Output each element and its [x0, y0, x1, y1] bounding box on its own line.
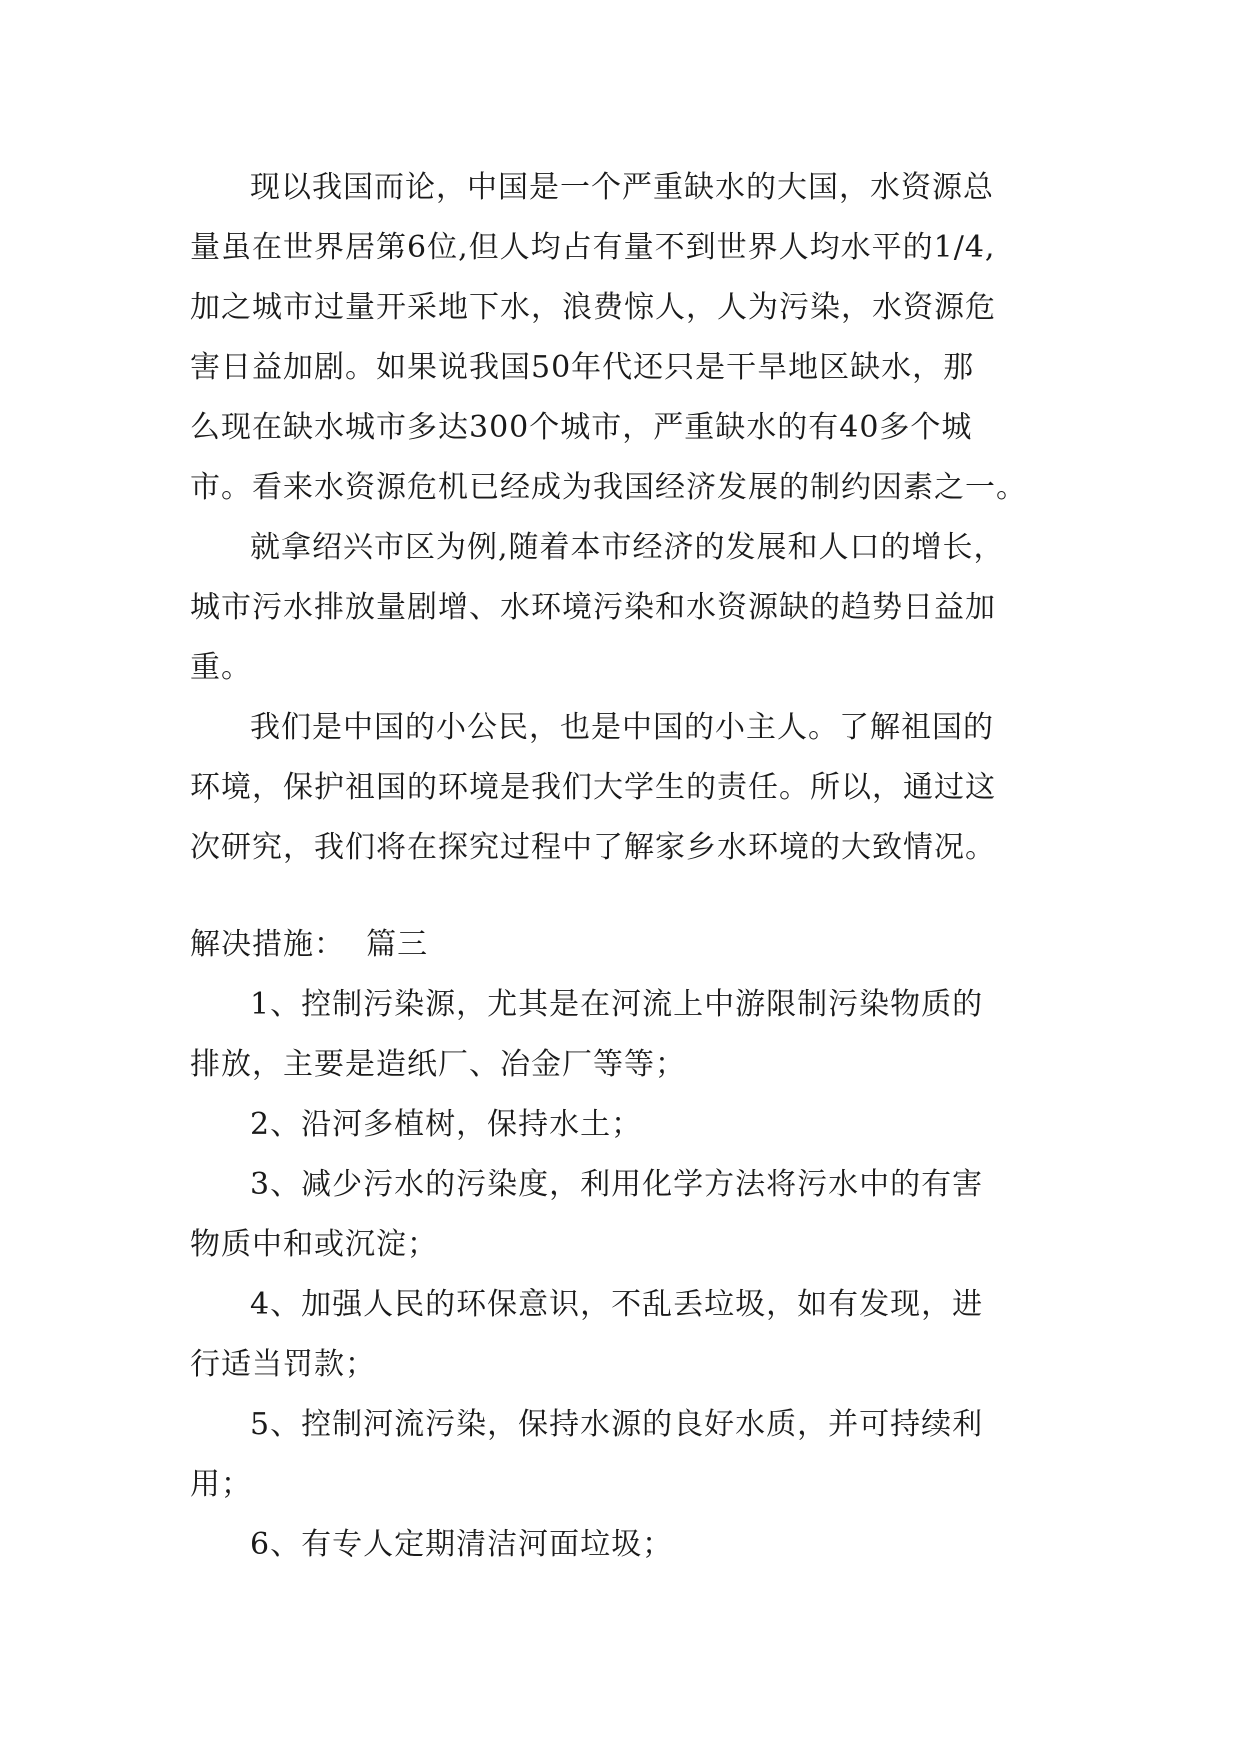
- measure-4-line-2: 行适当罚款；: [190, 1347, 376, 1382]
- measure-4-line-1: 4、加强人民的环保意识，不乱丢垃圾，如有发现，进: [250, 1287, 984, 1322]
- measure-1-line-2: 排放，主要是造纸厂、冶金厂等等；: [190, 1047, 686, 1082]
- measure-3-line-1: 3、减少污水的污染度，利用化学方法将污水中的有害: [250, 1167, 984, 1202]
- paragraph-1-line-6: 市。看来水资源危机已经成为我国经济发展的制约因素之一。: [190, 470, 1027, 505]
- measure-6-line-1: 6、有专人定期清洁河面垃圾；: [250, 1527, 674, 1562]
- measure-3-line-2: 物质中和或沉淀；: [190, 1227, 438, 1262]
- measure-2-line-1: 2、沿河多植树，保持水土；: [250, 1107, 643, 1142]
- paragraph-2-line-1: 就拿绍兴市区为例,随着本市经济的发展和人口的增长，: [250, 530, 1005, 565]
- paragraph-1-line-5: 么现在缺水城市多达300个城市，严重缺水的有40多个城: [190, 410, 973, 445]
- paragraph-2-line-3: 重。: [190, 650, 252, 685]
- section-heading: 解决措施： 篇三: [190, 927, 429, 962]
- paragraph-2-line-2: 城市污水排放量剧增、水环境污染和水资源缺的趋势日益加: [190, 590, 996, 625]
- paragraph-1-line-1: 现以我国而论，中国是一个严重缺水的大国，水资源总: [250, 170, 994, 205]
- measure-5-line-1: 5、控制河流污染，保持水源的良好水质，并可持续利: [250, 1407, 984, 1442]
- paragraph-1-line-3: 加之城市过量开采地下水，浪费惊人，人为污染，水资源危: [190, 290, 996, 325]
- measure-1-line-1: 1、控制污染源，尤其是在河流上中游限制污染物质的: [250, 987, 984, 1022]
- paragraph-3-line-3: 次研究，我们将在探究过程中了解家乡水环境的大致情况。: [190, 830, 996, 865]
- paragraph-3-line-1: 我们是中国的小公民，也是中国的小主人。了解祖国的: [250, 710, 994, 745]
- paragraph-3-line-2: 环境，保护祖国的环境是我们大学生的责任。所以，通过这: [190, 770, 996, 805]
- paragraph-1-line-2: 量虽在世界居第6位,但人均占有量不到世界人均水平的1/4,: [190, 230, 996, 265]
- paragraph-1-line-4: 害日益加剧。如果说我国50年代还只是干旱地区缺水，那: [190, 350, 975, 385]
- measure-5-line-2: 用；: [190, 1467, 252, 1502]
